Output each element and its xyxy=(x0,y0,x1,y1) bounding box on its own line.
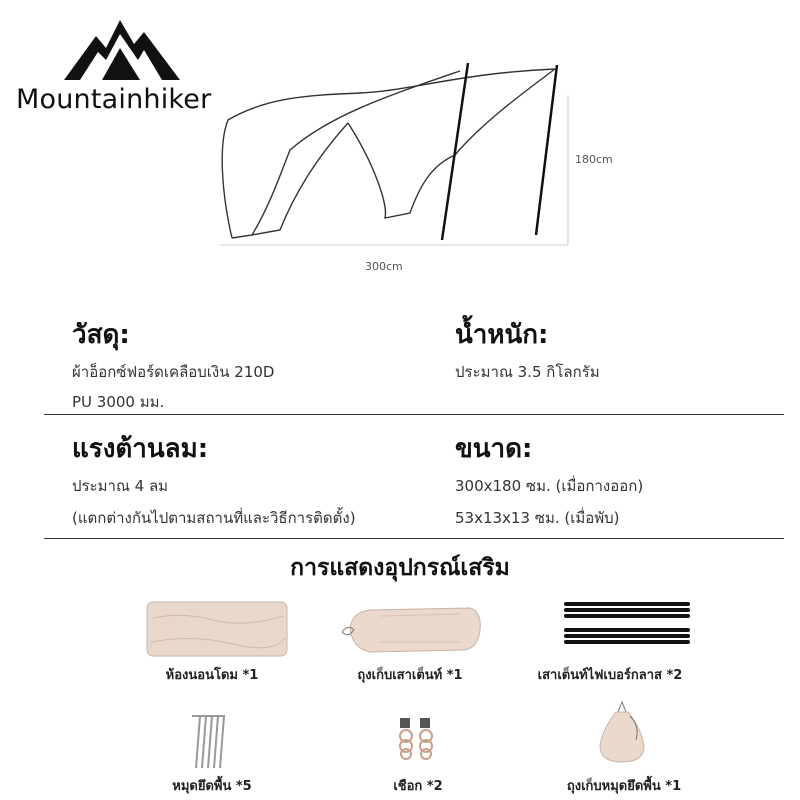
material-title: วัสดุ: xyxy=(72,320,130,350)
pole-bag-icon xyxy=(340,602,485,658)
mountain-logo-icon xyxy=(62,14,182,84)
width-dimension-label: 300cm xyxy=(365,260,403,273)
rope-icon xyxy=(392,714,440,762)
size-title: ขนาด: xyxy=(455,434,533,464)
height-dimension-label: 180cm xyxy=(575,153,613,166)
material-line1: ผ้าอ็อกซ์ฟอร์ดเคลือบเงิน 210D xyxy=(72,363,275,381)
accessory-label-dome: ห้องนอนโดม *1 xyxy=(165,668,259,683)
peg-bag-icon xyxy=(596,700,648,766)
divider-2 xyxy=(44,538,784,539)
tent-diagram xyxy=(210,55,580,255)
weight-line1: ประมาณ 3.5 กิโลกรัม xyxy=(455,363,600,381)
divider-1 xyxy=(44,414,784,415)
accessories-title: การแสดงอุปกรณ์เสริม xyxy=(290,555,510,581)
weight-title: น้ำหนัก: xyxy=(455,320,549,350)
accessory-label-rope: เชือก *2 xyxy=(393,779,443,794)
accessory-label-peg-bag: ถุงเก็บหมุดยึดพื้น *1 xyxy=(566,779,682,794)
brand-name: Mountainhiker xyxy=(16,84,212,115)
ground-pegs-icon xyxy=(186,712,226,770)
wind-line1: ประมาณ 4 ลม xyxy=(72,477,169,495)
accessory-label-poles: เสาเต็นท์ไฟเบอร์กลาส *2 xyxy=(537,668,683,683)
size-line2: 53x13x13 ซม. (เมื่อพับ) xyxy=(455,509,620,527)
size-line1: 300x180 ซม. (เมื่อกางออก) xyxy=(455,477,644,495)
accessory-label-pegs: หมุดยึดพื้น *5 xyxy=(172,779,252,794)
dome-bag-icon xyxy=(143,598,291,660)
wind-title: แรงต้านลม: xyxy=(72,434,209,464)
fiberglass-poles-icon xyxy=(560,600,694,650)
wind-line2: (แตกต่างกันไปตามสถานที่และวิธีการติดตั้ง) xyxy=(72,509,356,527)
accessory-label-pole-bag: ถุงเก็บเสาเต็นท์ *1 xyxy=(357,668,463,683)
material-line2: PU 3000 มม. xyxy=(72,393,165,411)
